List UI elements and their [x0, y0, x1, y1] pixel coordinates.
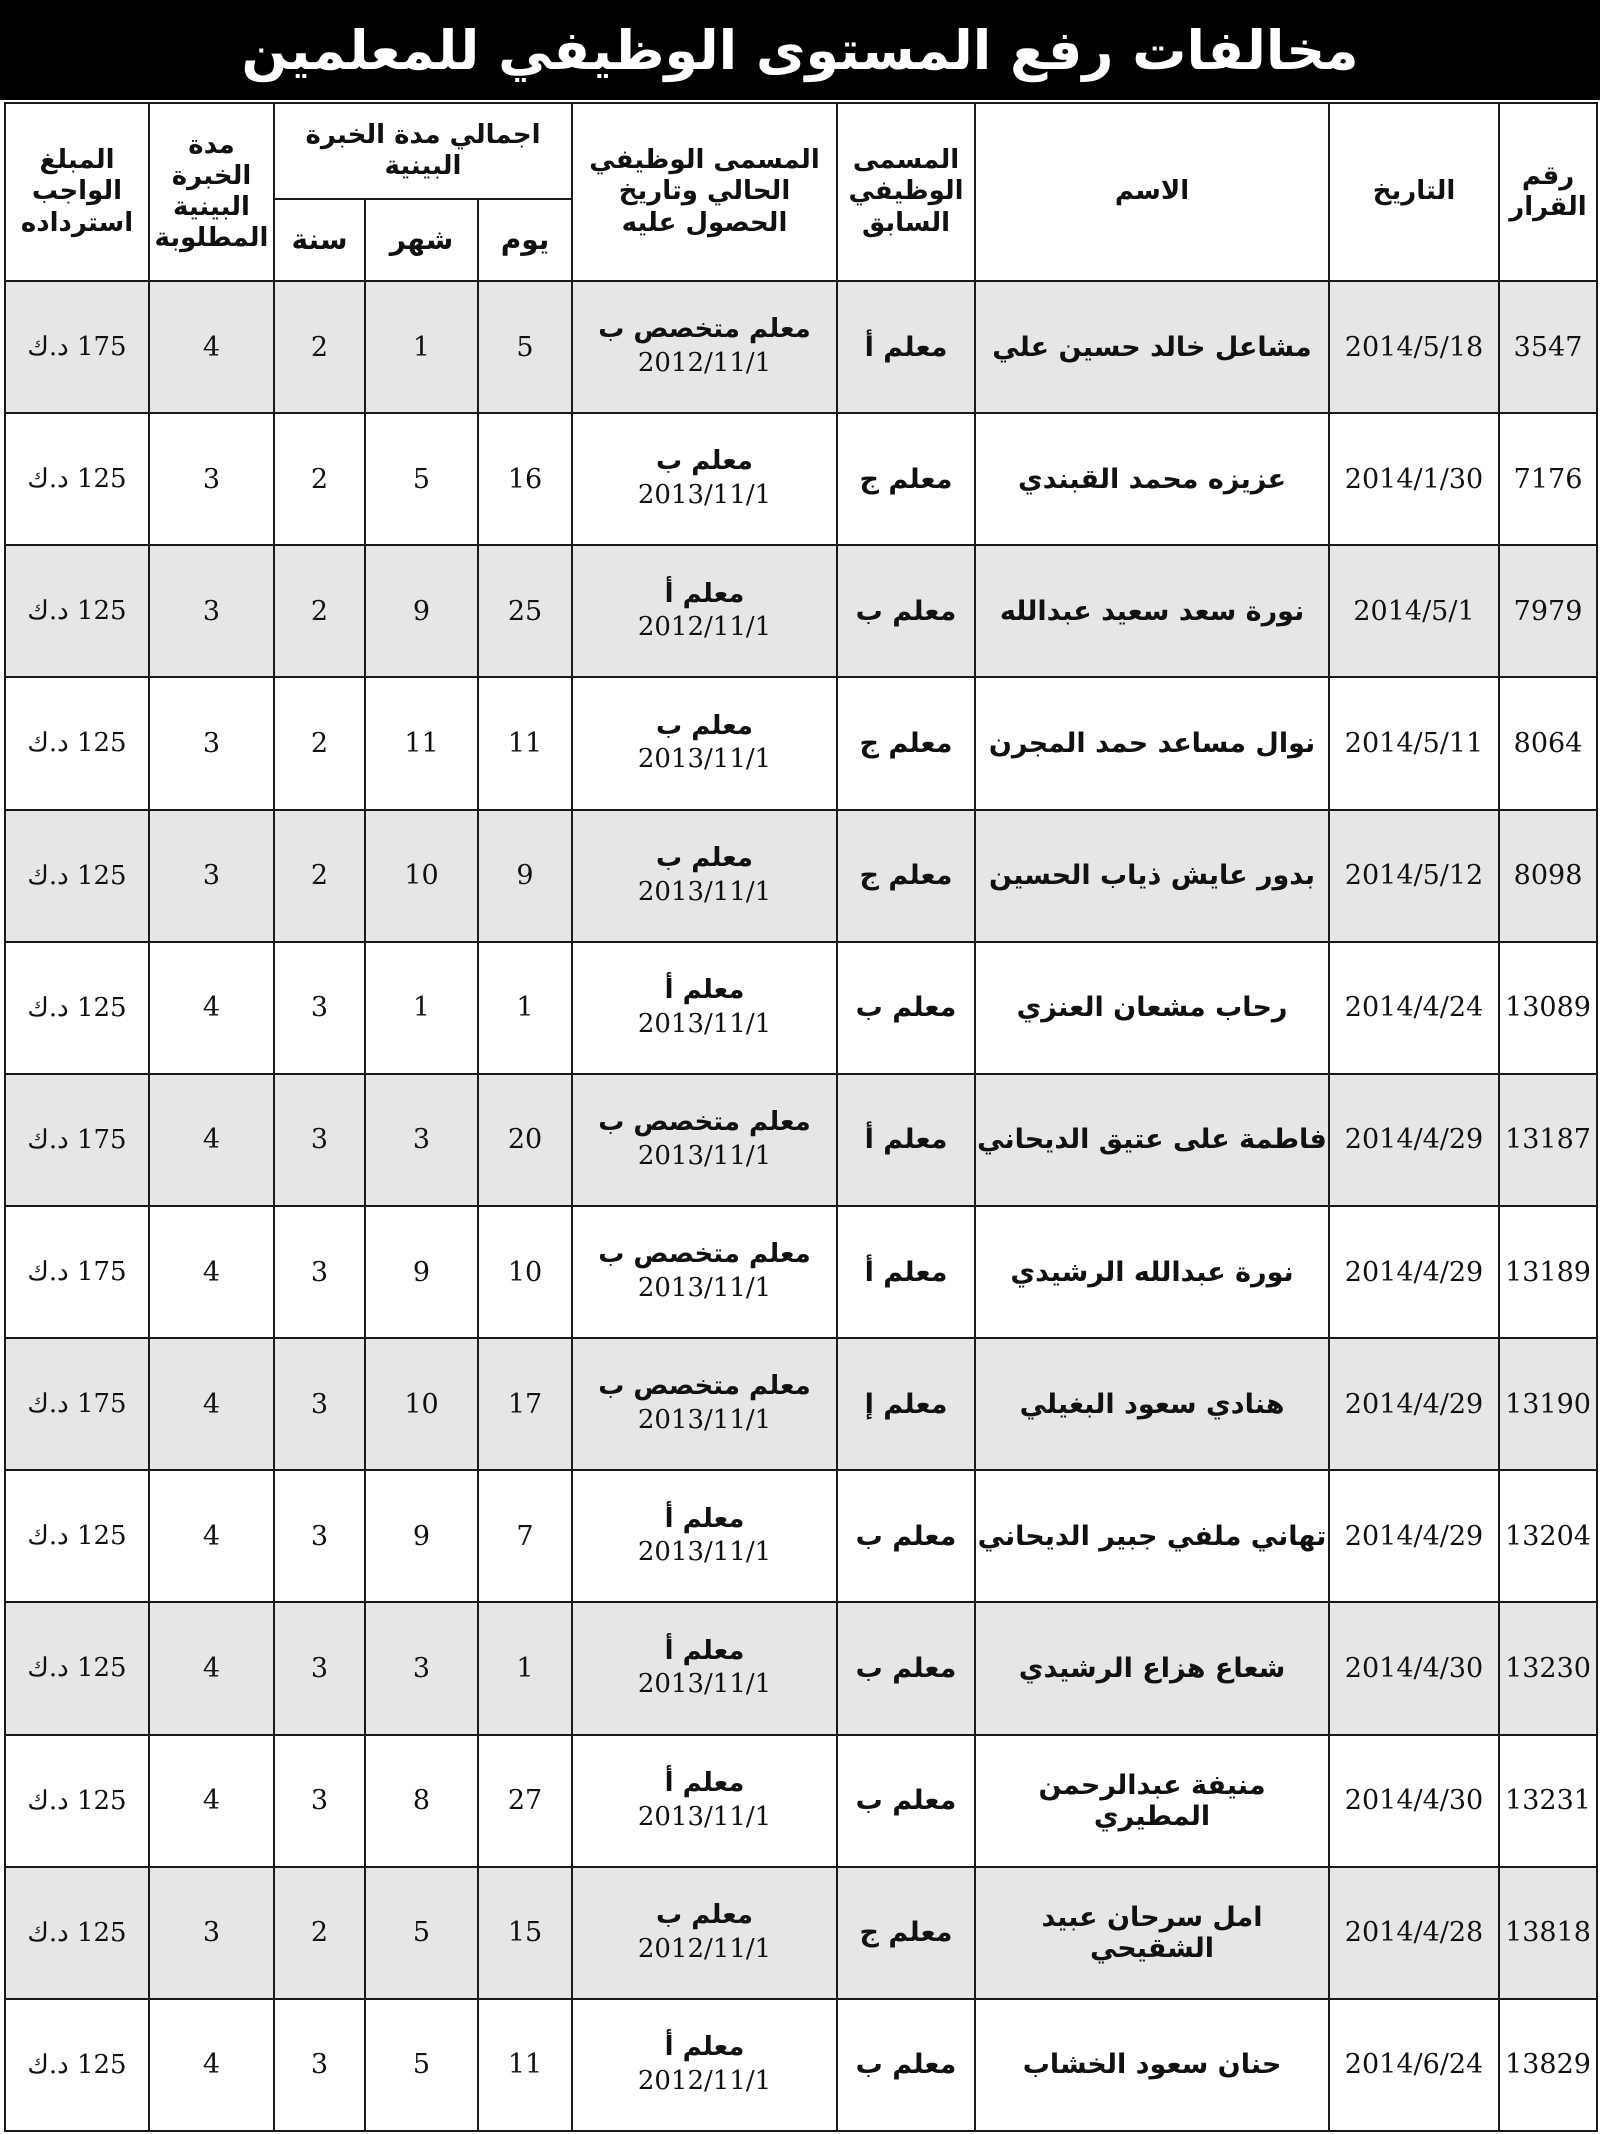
previous-title-cell: معلم ب [837, 1735, 975, 1867]
amount-cell: 175 د.ك [5, 281, 149, 413]
required-experience-cell: 4 [149, 1338, 274, 1470]
decision-no-cell: 8098 [1499, 810, 1597, 942]
current-title-cell [572, 1735, 837, 1867]
month-cell: 5 [365, 1999, 478, 2131]
table-row [5, 1735, 1597, 1867]
amount-cell: 125 د.ك [5, 1867, 149, 1999]
current-title-date: 2013/11/1 [637, 876, 772, 907]
header-decision-no: رقم القرار [1499, 103, 1597, 281]
year-cell: 3 [274, 1999, 365, 2131]
date-cell: 2014/5/11 [1329, 677, 1499, 809]
required-experience-cell: 3 [149, 677, 274, 809]
current-title-cell [572, 1602, 837, 1734]
current-title-cell [572, 1867, 837, 1999]
current-title-cell [572, 677, 837, 809]
decision-no-cell: 3547 [1499, 281, 1597, 413]
table-row [5, 1470, 1597, 1602]
page-title: مخالفات رفع المستوى الوظيفي للمعلمين [0, 0, 1600, 100]
amount-cell: 125 د.ك [5, 1999, 149, 2131]
month-cell: 8 [365, 1735, 478, 1867]
table-body [5, 281, 1597, 2131]
required-experience-cell: 4 [149, 1735, 274, 1867]
table-row [5, 1999, 1597, 2131]
year-cell: 2 [274, 413, 365, 545]
current-title-text: معلم أ [664, 1635, 745, 1666]
table-row [5, 677, 1597, 809]
required-experience-cell: 4 [149, 1206, 274, 1338]
previous-title-cell: معلم ب [837, 1602, 975, 1734]
decision-no-cell: 13818 [1499, 1867, 1597, 1999]
required-experience-cell: 4 [149, 1074, 274, 1206]
previous-title-cell: معلم ج [837, 677, 975, 809]
date-cell: 2014/5/18 [1329, 281, 1499, 413]
month-cell: 5 [365, 1867, 478, 1999]
amount-cell: 125 د.ك [5, 810, 149, 942]
amount-cell: 125 د.ك [5, 413, 149, 545]
header-day: يوم [478, 199, 572, 281]
header-date: التاريخ [1329, 103, 1499, 281]
required-experience-cell: 3 [149, 413, 274, 545]
previous-title-cell: معلم ج [837, 1867, 975, 1999]
current-title-date: 2013/11/1 [637, 1405, 772, 1436]
day-cell: 1 [478, 1602, 572, 1734]
current-title-text: معلم متخصص ب [598, 314, 811, 345]
amount-cell: 125 د.ك [5, 1602, 149, 1734]
decision-no-cell: 13089 [1499, 942, 1597, 1074]
year-cell: 2 [274, 677, 365, 809]
amount-cell: 125 د.ك [5, 942, 149, 1074]
current-title-date: 2012/11/1 [637, 1933, 772, 1964]
name-cell: منيفة عبدالرحمن المطيري [975, 1735, 1329, 1867]
current-title-cell [572, 810, 837, 942]
name-cell: حنان سعود الخشاب [975, 1999, 1329, 2131]
table-row [5, 545, 1597, 677]
current-title-text: معلم متخصص ب [598, 1239, 811, 1270]
date-cell: 2014/1/30 [1329, 413, 1499, 545]
name-cell: مشاعل خالد حسين علي [975, 281, 1329, 413]
decision-no-cell: 13204 [1499, 1470, 1597, 1602]
amount-cell: 175 د.ك [5, 1074, 149, 1206]
decision-no-cell: 8064 [1499, 677, 1597, 809]
date-cell: 2014/4/30 [1329, 1735, 1499, 1867]
required-experience-cell: 4 [149, 1470, 274, 1602]
decision-no-cell: 13187 [1499, 1074, 1597, 1206]
month-cell: 10 [365, 810, 478, 942]
required-experience-cell: 4 [149, 1602, 274, 1734]
day-cell: 20 [478, 1074, 572, 1206]
date-cell: 2014/4/29 [1329, 1470, 1499, 1602]
previous-title-cell: معلم أ [837, 1074, 975, 1206]
amount-cell: 125 د.ك [5, 545, 149, 677]
date-cell: 2014/4/28 [1329, 1867, 1499, 1999]
date-cell: 2014/6/24 [1329, 1999, 1499, 2131]
current-title-text: معلم متخصص ب [598, 1371, 811, 1402]
table-row [5, 1867, 1597, 1999]
required-experience-cell: 3 [149, 1867, 274, 1999]
previous-title-cell: معلم إ [837, 1338, 975, 1470]
current-title-text: معلم ب [656, 1899, 753, 1930]
previous-title-cell: معلم ب [837, 1999, 975, 2131]
current-title-text: معلم أ [664, 1767, 745, 1798]
current-title-cell [572, 1206, 837, 1338]
day-cell: 17 [478, 1338, 572, 1470]
year-cell: 2 [274, 281, 365, 413]
name-cell: رحاب مشعان العنزي [975, 942, 1329, 1074]
current-title-date: 2013/11/1 [637, 1008, 772, 1039]
day-cell: 7 [478, 1470, 572, 1602]
required-experience-cell: 4 [149, 942, 274, 1074]
table-row [5, 942, 1597, 1074]
header-total-experience: اجمالي مدة الخبرة البينية [274, 103, 572, 199]
current-title-date: 2013/11/1 [637, 1801, 772, 1832]
year-cell: 3 [274, 1074, 365, 1206]
decision-no-cell: 13189 [1499, 1206, 1597, 1338]
day-cell: 9 [478, 810, 572, 942]
table-row [5, 1074, 1597, 1206]
header-previous-title: المسمى الوظيفي السابق [837, 103, 975, 281]
date-cell: 2014/4/30 [1329, 1602, 1499, 1734]
year-cell: 3 [274, 942, 365, 1074]
current-title-cell [572, 413, 837, 545]
current-title-cell [572, 545, 837, 677]
current-title-text: معلم ب [656, 710, 753, 741]
year-cell: 3 [274, 1602, 365, 1734]
name-cell: عزيزه محمد القبندي [975, 413, 1329, 545]
day-cell: 27 [478, 1735, 572, 1867]
current-title-cell [572, 1470, 837, 1602]
day-cell: 5 [478, 281, 572, 413]
month-cell: 11 [365, 677, 478, 809]
current-title-date: 2012/11/1 [637, 348, 772, 379]
date-cell: 2014/5/1 [1329, 545, 1499, 677]
amount-cell: 125 د.ك [5, 1735, 149, 1867]
current-title-date: 2013/11/1 [637, 744, 772, 775]
amount-cell: 125 د.ك [5, 1470, 149, 1602]
decision-no-cell: 13190 [1499, 1338, 1597, 1470]
name-cell: تهاني ملفي جبير الديحاني [975, 1470, 1329, 1602]
table-row [5, 810, 1597, 942]
name-cell: بدور عايش ذياب الحسين [975, 810, 1329, 942]
header-amount-due: المبلغ الواجب استرداده [5, 103, 149, 281]
previous-title-cell: معلم ج [837, 413, 975, 545]
name-cell: فاطمة على عتيق الديحاني [975, 1074, 1329, 1206]
current-title-cell [572, 1074, 837, 1206]
header-name: الاسم [975, 103, 1329, 281]
previous-title-cell: معلم ب [837, 545, 975, 677]
current-title-date: 2013/11/1 [637, 1669, 772, 1700]
current-title-cell [572, 1338, 837, 1470]
current-title-text: معلم ب [656, 446, 753, 477]
current-title-date: 2013/11/1 [637, 1140, 772, 1171]
year-cell: 3 [274, 1206, 365, 1338]
previous-title-cell: معلم ج [837, 810, 975, 942]
name-cell: امل سرحان عبيد الشقيحي [975, 1867, 1329, 1999]
current-title-date: 2012/11/1 [637, 612, 772, 643]
decision-no-cell: 13230 [1499, 1602, 1597, 1734]
amount-cell: 175 د.ك [5, 1338, 149, 1470]
current-title-cell [572, 942, 837, 1074]
month-cell: 3 [365, 1074, 478, 1206]
name-cell: نوال مساعد حمد المجرن [975, 677, 1329, 809]
decision-no-cell: 13231 [1499, 1735, 1597, 1867]
required-experience-cell: 4 [149, 281, 274, 413]
year-cell: 2 [274, 810, 365, 942]
table-row [5, 281, 1597, 413]
month-cell: 9 [365, 1206, 478, 1338]
decision-no-cell: 7979 [1499, 545, 1597, 677]
month-cell: 10 [365, 1338, 478, 1470]
date-cell: 2014/5/12 [1329, 810, 1499, 942]
decision-no-cell: 7176 [1499, 413, 1597, 545]
current-title-text: معلم أ [664, 2032, 745, 2063]
day-cell: 15 [478, 1867, 572, 1999]
month-cell: 9 [365, 1470, 478, 1602]
required-experience-cell: 3 [149, 810, 274, 942]
current-title-date: 2012/11/1 [637, 2065, 772, 2096]
name-cell: هنادي سعود البغيلي [975, 1338, 1329, 1470]
required-experience-cell: 4 [149, 1999, 274, 2131]
current-title-cell [572, 1999, 837, 2131]
current-title-text: معلم أ [664, 974, 745, 1005]
previous-title-cell: معلم أ [837, 1206, 975, 1338]
day-cell: 16 [478, 413, 572, 545]
month-cell: 1 [365, 281, 478, 413]
header-current-title: المسمى الوظيفي الحالي وتاريخ الحصول عليه [572, 103, 837, 281]
date-cell: 2014/4/29 [1329, 1338, 1499, 1470]
violations-table [4, 102, 1598, 2132]
day-cell: 25 [478, 545, 572, 677]
day-cell: 11 [478, 1999, 572, 2131]
table-row [5, 413, 1597, 545]
amount-cell: 125 د.ك [5, 677, 149, 809]
current-title-date: 2013/11/1 [637, 480, 772, 511]
month-cell: 1 [365, 942, 478, 1074]
year-cell: 2 [274, 1867, 365, 1999]
name-cell: نورة عبدالله الرشيدي [975, 1206, 1329, 1338]
day-cell: 1 [478, 942, 572, 1074]
year-cell: 3 [274, 1735, 365, 1867]
day-cell: 10 [478, 1206, 572, 1338]
current-title-cell [572, 281, 837, 413]
table-row [5, 1602, 1597, 1734]
date-cell: 2014/4/29 [1329, 1074, 1499, 1206]
previous-title-cell: معلم أ [837, 281, 975, 413]
current-title-text: معلم أ [664, 1503, 745, 1534]
decision-no-cell: 13829 [1499, 1999, 1597, 2131]
table-row [5, 1338, 1597, 1470]
name-cell: شعاع هزاع الرشيدي [975, 1602, 1329, 1734]
header-required-experience: مدة الخبرة البينية المطلوبة [149, 103, 274, 281]
month-cell: 3 [365, 1602, 478, 1734]
current-title-text: معلم ب [656, 842, 753, 873]
current-title-date: 2013/11/1 [637, 1273, 772, 1304]
month-cell: 9 [365, 545, 478, 677]
date-cell: 2014/4/29 [1329, 1206, 1499, 1338]
current-title-text: معلم أ [664, 578, 745, 609]
month-cell: 5 [365, 413, 478, 545]
date-cell: 2014/4/24 [1329, 942, 1499, 1074]
current-title-text: معلم متخصص ب [598, 1107, 811, 1138]
amount-cell: 175 د.ك [5, 1206, 149, 1338]
header-year: سنة [274, 199, 365, 281]
day-cell: 11 [478, 677, 572, 809]
previous-title-cell: معلم ب [837, 942, 975, 1074]
year-cell: 3 [274, 1338, 365, 1470]
year-cell: 2 [274, 545, 365, 677]
year-cell: 3 [274, 1470, 365, 1602]
current-title-date: 2013/11/1 [637, 1537, 772, 1568]
table-row [5, 1206, 1597, 1338]
header-month: شهر [365, 199, 478, 281]
name-cell: نورة سعد سعيد عبدالله [975, 545, 1329, 677]
required-experience-cell: 3 [149, 545, 274, 677]
previous-title-cell: معلم ب [837, 1470, 975, 1602]
